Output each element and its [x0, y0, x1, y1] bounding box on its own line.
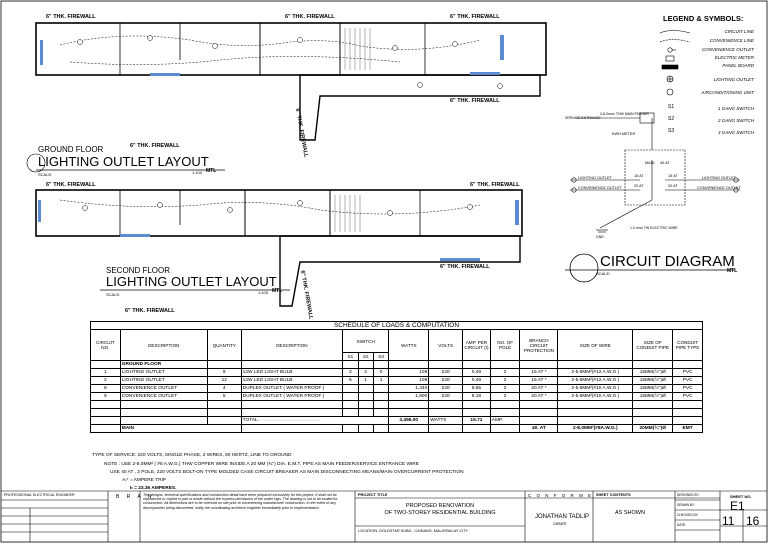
feeder-label: 2-8.0mm² THW MAIN FEEDER	[600, 112, 649, 116]
total-amp-unit: AMP.	[490, 417, 520, 425]
breaker-rating: 15 AT	[668, 174, 678, 178]
drawn-by: DRAWN BY:	[677, 503, 695, 507]
convenience-outlet-label: CONVENIENCE OUTLET	[697, 186, 741, 190]
cell: 8.18	[463, 393, 491, 401]
cell: 6	[343, 377, 358, 385]
ampere-trip-note: Aₜ* = AMPERE TRIP	[122, 478, 167, 483]
circuit-diagram-lines	[570, 113, 740, 232]
legend-item: PANEL BOARD	[722, 63, 754, 68]
lighting-outlet-label: LIGHTING OUTLET	[578, 176, 612, 180]
total-amp: 15.71	[463, 417, 491, 425]
th-amp: AMP. PER CIRCUIT (I)	[463, 330, 491, 361]
cell: CONVENIENCE OUTLET	[120, 385, 207, 393]
th-s3: S3	[373, 353, 388, 361]
breaker-rating: 15 AT	[634, 174, 644, 178]
legend-item: ELECTRIC METER	[714, 55, 754, 60]
th-description2: DESCRIPTION	[241, 330, 342, 361]
cell: 9	[207, 369, 241, 377]
sf-scale-label: SCALE:	[106, 292, 121, 297]
th-volts: VOLTS	[429, 330, 463, 361]
cell: PVC	[673, 393, 703, 401]
th-description: DESCRIPTION	[120, 330, 207, 361]
cell: CONVENIENCE OUTLET	[120, 393, 207, 401]
ground-wire-label: 1.0 mm² TW ELECTRIC WIRE	[630, 226, 678, 230]
legend-item: CONVENIENCE LINE	[709, 38, 754, 43]
sf-mtl: MTL	[272, 288, 283, 294]
sheet-no-label: SHEET NO.	[730, 494, 752, 499]
table-row	[91, 385, 703, 393]
cell: 2-5.5MM²(#10 A.W.G.)	[558, 385, 633, 393]
brand-label: B R A N	[116, 494, 155, 500]
cell: 2	[91, 377, 121, 385]
cell: 0	[373, 369, 388, 377]
disclaimer-text: The designs, technical specifications and construction detail have been prepared exclusively for this project. It shall not be reproduced or copied in part or whole without the express permission of the under sign. The drawing is not to be scaled for construction. All dimensions are to be checked on site prior to commencing manufacture/ construction. In the event of any discrepancies being discovered, notify the coordinating architect/ engineer immediately prior to implementation.	[143, 493, 338, 510]
cell: 15MM(½")Ø	[633, 369, 673, 377]
th-conduit-type: CONDUIT PIPE TYPE	[673, 330, 703, 361]
current-note: Iₜ = 23.36 AMPERES.	[130, 486, 177, 491]
sheet-contents-label: SHEET CONTENTS	[596, 493, 631, 497]
th-switch: SWITCH	[343, 330, 389, 353]
table-row	[91, 393, 703, 401]
legend-item: 2 GANG SWITCH	[717, 118, 754, 123]
th-s1: S1	[343, 353, 358, 361]
cell: 0.49	[463, 369, 491, 377]
legend-item: 3 GANG SWITCH	[717, 130, 754, 135]
cell: 2-5.5MM²(#12 A.W.G.)	[558, 369, 633, 377]
firewall-label: 6" THK. FIREWALL	[299, 270, 314, 320]
cell: 220	[429, 369, 463, 377]
cell: 1	[358, 377, 373, 385]
cell: 20 AT *	[520, 393, 558, 401]
cell: 20 AT *	[520, 385, 558, 393]
cell: 12W LED LIGHT BULB	[241, 369, 342, 377]
section-label: GROUND FLOOR	[120, 361, 207, 369]
service-note: TYPE OF SERVICE: 220 VOLTS, SINGLE PHASE, 2 WIRES, 60 HERTZ, LINE TO GROUND	[92, 453, 292, 458]
cell: 12W LED LIGHT BULB	[241, 377, 342, 385]
main-conduit: 20MM(¾")Ø	[633, 425, 673, 433]
cell: 15 AT *	[520, 369, 558, 377]
switch-code: S1	[668, 104, 675, 110]
th-branch: BRANCH CIRCUIT PROTECTION	[520, 330, 558, 361]
service-entrance-label: SERVICE ENTRANCE	[565, 116, 601, 120]
main-label: MAIN	[120, 425, 241, 433]
total-watts: 3,456.00	[389, 417, 429, 425]
main-label: MAIN	[645, 161, 655, 165]
cell: 220	[429, 393, 463, 401]
table-row	[91, 361, 703, 369]
cell: 6.55	[463, 385, 491, 393]
main-wire: 2-8.0MM²(#8A.W.G.)	[558, 425, 633, 433]
cell: 2	[490, 377, 520, 385]
cell: 220	[429, 385, 463, 393]
cell: PVC	[673, 369, 703, 377]
cell: 1	[91, 369, 121, 377]
firewall-label: 6" THK. FIREWALL	[470, 182, 520, 188]
cell: 4	[207, 385, 241, 393]
firewall-label: 6" THK. FIREWALL	[130, 143, 180, 149]
cell: 1,800	[389, 393, 429, 401]
cell: 5	[207, 393, 241, 401]
firewall-label: 6" THK. FIREWALL	[450, 98, 500, 104]
firewall-label: 6" THK. FIREWALL	[125, 308, 175, 314]
main-branch: 40. AT	[520, 425, 558, 433]
cell: 12	[207, 377, 241, 385]
sheet-number: 11	[722, 514, 735, 528]
cell: 3	[343, 369, 358, 377]
cell: 15MM(½")Ø	[633, 385, 673, 393]
total-label: TOTAL . . . . . . . . . . . . . . . . . . . . . . .	[241, 417, 389, 425]
firewall-label: 6" THK. FIREWALL	[440, 264, 490, 270]
sf-scale-value: 1:100	[258, 290, 269, 295]
main-type: EMT	[673, 425, 703, 433]
cell: 1	[373, 377, 388, 385]
firewall-label: 6" THK. FIREWALL	[294, 108, 309, 158]
cell: 0.49	[463, 377, 491, 385]
ground-floor-plan	[36, 23, 546, 140]
cell: DUPLEX OUTLET ( WATER PROOF )	[241, 393, 342, 401]
switch-code: S2	[668, 116, 675, 122]
sf-floor-label: SECOND FLOOR	[106, 266, 171, 275]
breaker-rating: 20 AT	[668, 184, 678, 188]
owner-label: OWNER	[553, 522, 567, 526]
date-label: DATE:	[677, 523, 687, 527]
cell: 2	[490, 385, 520, 393]
th-watts: WATTS	[389, 330, 429, 361]
circuit-scale-label: SCALE:	[596, 271, 611, 276]
gnd-label: GND	[596, 235, 604, 239]
project-title-label: PROJECT TITLE	[358, 493, 388, 497]
conforme-label: C O N F O R M E	[528, 493, 594, 498]
cell: DUPLEX OUTLET ( WATER PROOF )	[241, 385, 342, 393]
table-row	[91, 409, 703, 417]
main-rating: 40 AT	[660, 161, 670, 165]
main-row	[91, 425, 703, 433]
th-conduit: SIZE OF CONDUIT PIPE	[633, 330, 673, 361]
designed-by: DESIGNED BY:	[677, 493, 700, 497]
th-circuit-no: CIRCUIT NO.	[91, 330, 121, 361]
cell: 8	[91, 385, 121, 393]
th-wire: SIZE OF WIRE	[558, 330, 633, 361]
lighting-outlet-label: LIGHTING OUTLET	[702, 176, 736, 180]
kwh-label: KWH METER	[612, 132, 636, 136]
firewall-label: 6" THK. FIREWALL	[450, 14, 500, 20]
checked-by: CHECKED BY:	[677, 513, 699, 517]
location-label: LOCATION: DOLDSTAR SUBD., CAINANG, MALAYBALAY CITY	[358, 529, 468, 533]
th-s2: S2	[358, 353, 373, 361]
cell: 108	[389, 369, 429, 377]
engineer-label: PROFESSIONAL ELECTRICAL ENGINEER	[4, 493, 75, 497]
legend-symbols	[660, 31, 690, 96]
sheet-no: E1	[730, 499, 745, 513]
th-poles: NO. OF POLE	[490, 330, 520, 361]
cell: 15MM(½")Ø	[633, 377, 673, 385]
breaker-note: USE 40 AT , 2 POLE, 220 VOLTS BOLT-ON TYPE MOLDED CASE CIRCUIT BREAKER AS MAIN DISCONNECTING MEANS/MAIN OVERCURRENT PROTECTION	[110, 470, 464, 475]
legend-item: 1 GANG SWITCH	[717, 106, 754, 111]
firewall-label: 6" THK. FIREWALL	[46, 14, 96, 20]
as-shown: AS SHOWN	[615, 510, 645, 516]
cell: 2	[358, 369, 373, 377]
gf-scale-label: SCALE:	[38, 172, 53, 177]
breaker-rating: 20 AT	[634, 184, 644, 188]
legend-item: LIGHTING OUTLET	[713, 77, 754, 82]
project-title: PROPOSED RENOVATION OF TWO-STOREY RESIDENTIAL BUILDING	[384, 503, 496, 516]
table-row	[91, 377, 703, 385]
firewall-label: 6" THK. FIREWALL	[285, 14, 335, 20]
legend-item: CONVENIENCE OUTLET	[701, 47, 754, 52]
cell: PVC	[673, 377, 703, 385]
circuit-mtl: MTL	[727, 268, 738, 274]
legend-item: AIRCONDITIONING UNIT	[701, 90, 754, 95]
schedule-title: SCHEDULE OF LOADS & COMPUTATION	[91, 322, 703, 330]
legend-title: LEGEND & SYMBOLS:	[663, 14, 744, 23]
legend-item: CIRCUIT LINE	[724, 29, 754, 34]
sf-title: LIGHTING OUTLET LAYOUT	[106, 274, 277, 289]
sheet-total: 16	[746, 514, 760, 528]
cell: 2	[490, 393, 520, 401]
gf-floor-label: GROUND FLOOR	[38, 145, 104, 154]
total-row	[91, 417, 703, 425]
cell: 1,440	[389, 385, 429, 393]
cell: 15MM(½")Ø	[633, 393, 673, 401]
cell: 2-5.5MM²(#12 A.W.G.)	[558, 377, 633, 385]
cell: LIGHTING OUTLET	[120, 369, 207, 377]
cell: 9	[91, 393, 121, 401]
convenience-outlet-label: CONVENIENCE OUTLET	[578, 186, 622, 190]
cell: 2	[490, 369, 520, 377]
switch-code: S3	[668, 128, 675, 134]
circuit-title-circle	[570, 254, 598, 282]
cell: LIGHTING OUTLET	[120, 377, 207, 385]
cell: 2-5.5MM²(#10 A.W.G.)	[558, 393, 633, 401]
feeder-note: NOTE : USE 2-8.0MM² ( #8 A.W.G.) THW COPPER WIRE INSIDE A 20 MM (¾") DIA. E.M.T. PIPE AS MAIN FEEDER/SERVICE ENTRANCE WIRE	[104, 462, 419, 467]
gf-scale-value: 1:100	[192, 170, 203, 175]
schedule-table	[90, 321, 703, 433]
total-watts-unit: WATTS	[429, 417, 463, 425]
th-quantity: QUANTITY	[207, 330, 241, 361]
gf-title: LIGHTING OUTLET LAYOUT	[38, 154, 209, 169]
owner-name: JONATHAN TADLIP	[535, 514, 590, 520]
gf-mtl: MTL	[206, 168, 217, 174]
table-row	[91, 401, 703, 409]
cell: 220	[429, 377, 463, 385]
cell: PVC	[673, 385, 703, 393]
cell: 108	[389, 377, 429, 385]
circuit-title: CIRCUIT DIAGRAM	[600, 253, 735, 270]
cell: 15 AT *	[520, 377, 558, 385]
firewall-label: 6" THK. FIREWALL	[46, 182, 96, 188]
table-row	[91, 369, 703, 377]
